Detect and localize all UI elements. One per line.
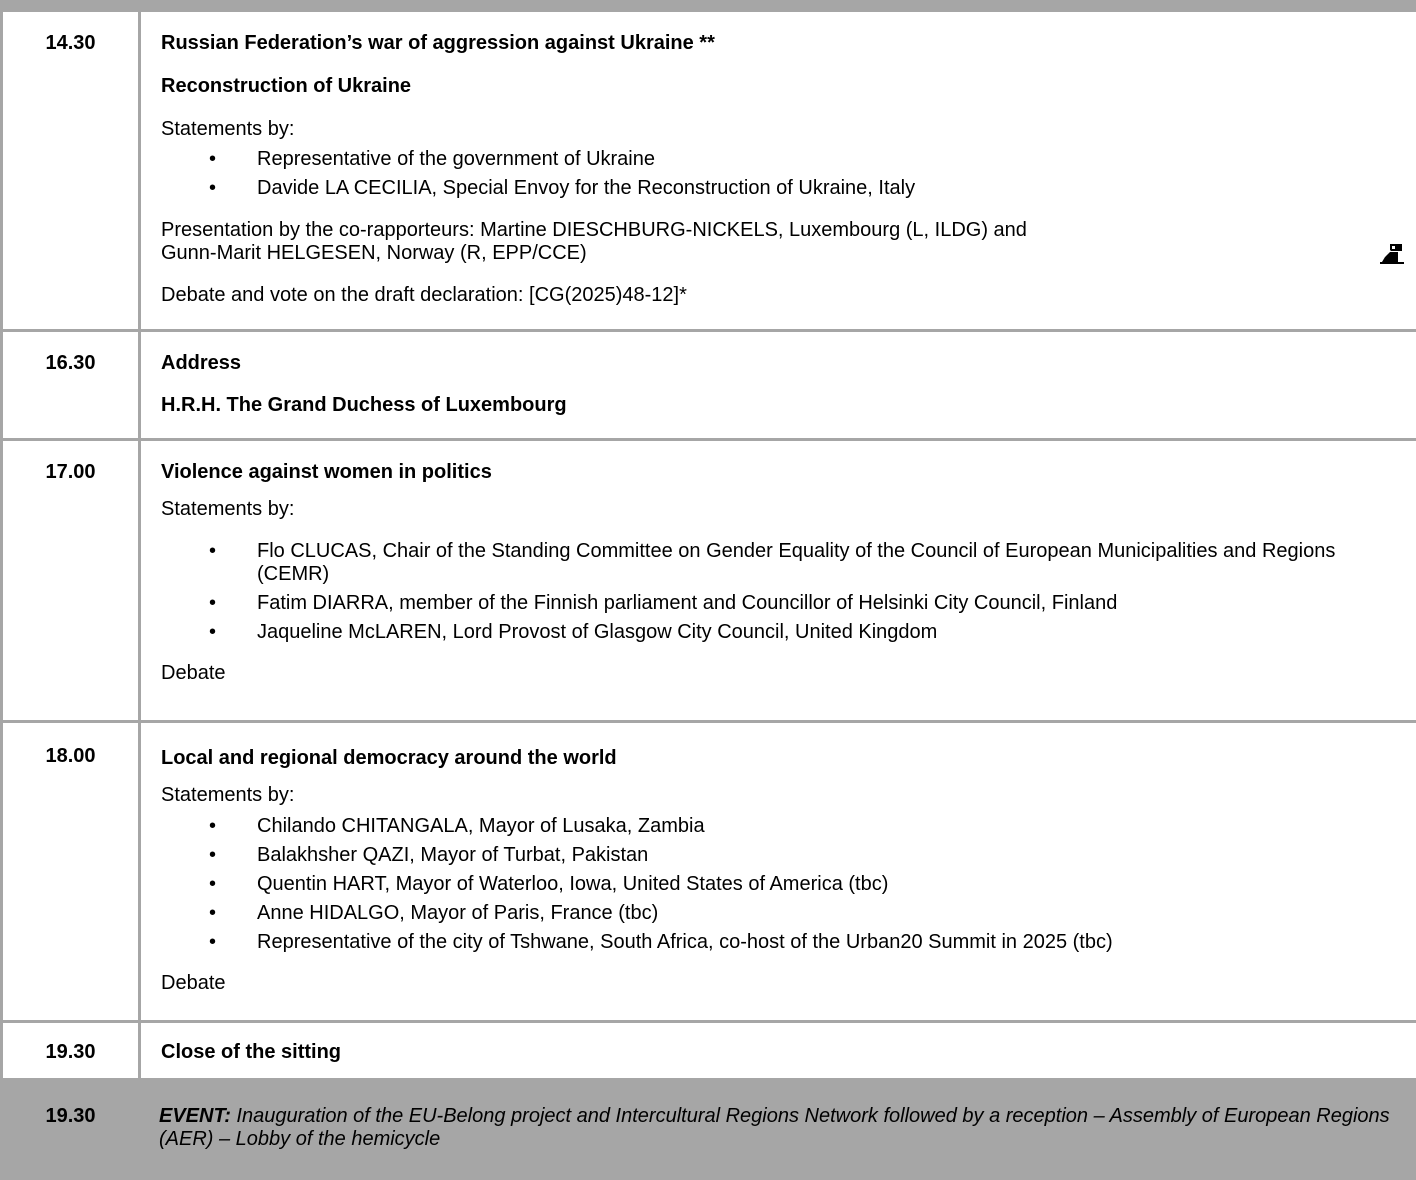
agenda-content (141, 332, 1416, 438)
list-item: • Representative of the city of Tshwane, South Africa, co-host of the Urban20 Summit in 2025 (tbc) (161, 931, 1408, 954)
list-item: • Flo CLUCAS, Chair of the Standing Committee on Gender Equality of the Council of European Municipalities and Regions (CEMR) (161, 540, 1408, 586)
agenda-time: 19.30 (0, 1081, 141, 1180)
list-item: • Fatim DIARRA, member of the Finnish parliament and Councillor of Helsinki City Council, Finland (161, 592, 1408, 615)
agenda-row-1930-close (0, 1023, 1416, 1081)
agenda-row-1630 (0, 332, 1416, 441)
list-item: • Davide LA CECILIA, Special Envoy for the Reconstruction of Ukraine, Italy (161, 177, 1408, 200)
item-subtitle: H.R.H. The Grand Duchess of Luxembourg (161, 394, 567, 416)
agenda-content (141, 12, 1416, 329)
event-text (159, 1105, 1408, 1151)
list-item: • Chilando CHITANGALA, Mayor of Lusaka, Zambia (161, 815, 1408, 838)
agenda-content (141, 1023, 1416, 1078)
statements-label: Statements by: (161, 784, 295, 806)
agenda-time: 14.30 (0, 12, 141, 329)
agenda-time: 18.00 (0, 723, 141, 1020)
agenda-row-1800 (0, 723, 1416, 1023)
agenda-content (141, 441, 1416, 720)
item-title: Russian Federation’s war of aggression against Ukraine ** (161, 32, 715, 54)
presentation-text (161, 219, 1408, 265)
top-band (0, 0, 1416, 12)
agenda-row-1930-event (0, 1081, 1416, 1180)
list-item: • Representative of the government of Ukraine (161, 148, 1408, 171)
statements-label: Statements by: (161, 498, 295, 520)
agenda-row-1700 (0, 441, 1416, 723)
agenda-time: 17.00 (0, 441, 141, 720)
speaker-list (161, 540, 1408, 644)
agenda-content (141, 723, 1416, 1020)
agenda-time: 19.30 (0, 1023, 141, 1078)
presentation-line-2: Gunn-Marit HELGESEN, Norway (R, EPP/CCE) (161, 242, 587, 264)
speaker-list (161, 148, 1408, 200)
speaker-list (161, 815, 1408, 954)
event-label: EVENT: (159, 1105, 231, 1127)
item-title: Address (161, 352, 242, 374)
list-item: • Balakhsher QAZI, Mayor of Turbat, Pakistan (161, 844, 1408, 867)
debate-text: Debate (161, 662, 226, 684)
statements-label: Statements by: (161, 118, 295, 140)
vote-ballot-icon (1378, 242, 1406, 266)
presentation-line-1: Presentation by the co-rapporteurs: Martine DIESCHBURG-NICKELS, Luxembourg (L, ILDG) and (161, 219, 1027, 241)
item-title: Local and regional democracy around the world (161, 747, 617, 769)
event-content (141, 1081, 1416, 1180)
debate-text: Debate (161, 972, 226, 994)
agenda-time: 16.30 (0, 332, 141, 438)
list-item: • Jaqueline McLAREN, Lord Provost of Glasgow City Council, United Kingdom (161, 621, 1408, 644)
item-subtitle: Reconstruction of Ukraine (161, 75, 412, 97)
item-title: Violence against women in politics (161, 461, 492, 483)
agenda-table (0, 12, 1416, 1180)
list-item: • Anne HIDALGO, Mayor of Paris, France (tbc) (161, 902, 1408, 925)
item-title: Close of the sitting (161, 1041, 341, 1063)
agenda-row-1430 (0, 12, 1416, 332)
debate-text: Debate and vote on the draft declaration: [CG(2025)48-12]* (161, 284, 687, 306)
event-description: Inauguration of the EU-Belong project and Intercultural Regions Network followed by a reception – Assembly of European Regions (AER) – Lobby of the hemicycle (159, 1105, 1390, 1150)
list-item: • Quentin HART, Mayor of Waterloo, Iowa, United States of America (tbc) (161, 873, 1408, 896)
